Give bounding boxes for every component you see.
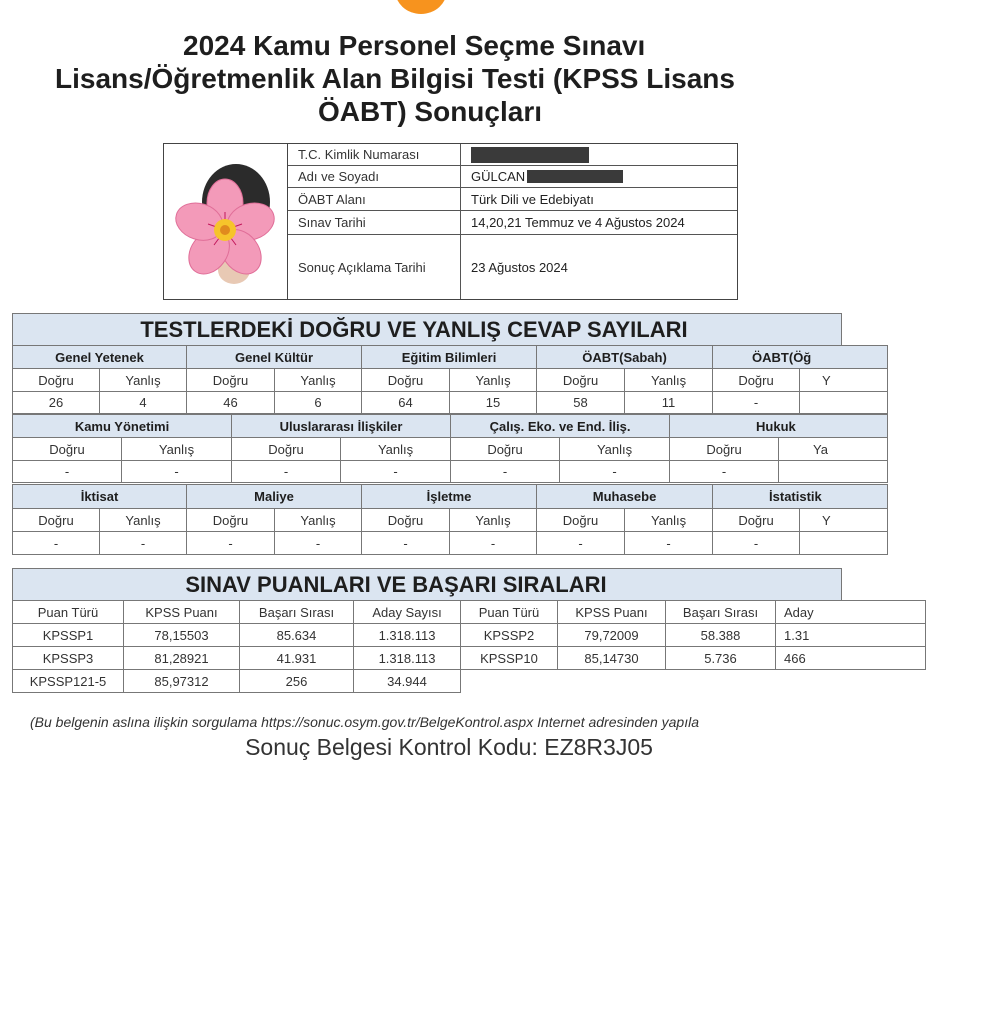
- kpss-score: 78,15503: [124, 624, 240, 647]
- wrong-header: Yanlış: [450, 509, 537, 532]
- name-label: Adı ve Soyadı: [288, 166, 461, 187]
- redacted-block: [471, 147, 589, 163]
- score-row: [13, 624, 926, 647]
- result-date-label: Sonuç Açıklama Tarihi: [288, 235, 461, 299]
- info-row-name: [288, 166, 737, 188]
- wrong-header-cut: Ya: [779, 438, 888, 461]
- test-name-maliye: Maliye: [187, 485, 362, 509]
- success-rank: 58.388: [666, 624, 776, 647]
- info-row-exam-date: [288, 211, 737, 235]
- correct-header: Doğru: [187, 369, 275, 392]
- wrong-count: -: [450, 532, 537, 555]
- wrong-count: -: [100, 532, 187, 555]
- title-line-2: Lisans/Öğretmenlik Alan Bilgisi Testi (KPSS Lisans: [55, 63, 735, 94]
- wrong-count: -: [560, 461, 670, 483]
- test-name-calisma-ekonomisi: Çalış. Eko. ve End. İliş.: [451, 415, 670, 438]
- score-type: KPSSP121-5: [13, 670, 124, 693]
- correct-count: -: [13, 461, 122, 483]
- test-name-genel-yetenek: Genel Yetenek: [13, 346, 187, 369]
- correct-count: 64: [362, 392, 450, 414]
- score-type: KPSSP3: [13, 647, 124, 670]
- candidate-count: 466: [776, 647, 926, 670]
- flower-avatar-image: [164, 144, 288, 299]
- score-type: KPSSP10: [461, 647, 558, 670]
- test-name-genel-kultur: Genel Kültür: [187, 346, 362, 369]
- correct-count: -: [362, 532, 450, 555]
- test-name-iktisat: İktisat: [13, 485, 187, 509]
- correct-header: Doğru: [232, 438, 341, 461]
- wrong-count: [779, 461, 888, 483]
- candidate-count: 1.318.113: [354, 647, 461, 670]
- success-rank: 85.634: [240, 624, 354, 647]
- correct-header: Doğru: [713, 509, 800, 532]
- success-rank: 41.931: [240, 647, 354, 670]
- wrong-count: [800, 392, 888, 414]
- kpss-score-header: KPSS Puanı: [558, 601, 666, 624]
- correct-count: 26: [13, 392, 100, 414]
- test-name-isletme: İşletme: [362, 485, 537, 509]
- wrong-header: Yanlış: [560, 438, 670, 461]
- test-name-istatistik: İstatistik: [713, 485, 888, 509]
- info-row-tc: [288, 144, 737, 166]
- wrong-count: 11: [625, 392, 713, 414]
- correct-header: Doğru: [362, 369, 450, 392]
- test-name-uluslararasi-iliskiler: Uluslararası İlişkiler: [232, 415, 451, 438]
- wrong-count: 4: [100, 392, 187, 414]
- success-rank: 5.736: [666, 647, 776, 670]
- correct-count: -: [670, 461, 779, 483]
- correct-header: Doğru: [362, 509, 450, 532]
- profile-photo: [164, 144, 288, 299]
- candidate-count: 1.318.113: [354, 624, 461, 647]
- candidate-info-box: [163, 143, 738, 300]
- info-row-result-date: [288, 235, 737, 299]
- wrong-header: Yanlış: [275, 509, 362, 532]
- success-rank: 256: [240, 670, 354, 693]
- kpss-score: 85,97312: [124, 670, 240, 693]
- wrong-header-cut: Y: [800, 369, 888, 392]
- kpss-score: 81,28921: [124, 647, 240, 670]
- result-date-value: 23 Ağustos 2024: [471, 259, 568, 275]
- scores-section-title: SINAV PUANLARI VE BAŞARI SIRALARI: [12, 568, 842, 600]
- answers-table-block-1: [12, 345, 888, 414]
- rank-header: Başarı Sırası: [666, 601, 776, 624]
- title-line-1: 2024 Kamu Personel Seçme Sınavı: [183, 30, 646, 61]
- wrong-header: Yanlış: [450, 369, 537, 392]
- test-name-egitim-bilimleri: Eğitim Bilimleri: [362, 346, 537, 369]
- scores-table-last-row: [12, 669, 461, 693]
- correct-count: 58: [537, 392, 625, 414]
- verification-note: (Bu belgenin aslına ilişkin sorgulama https://sonuc.osym.gov.tr/BelgeKontrol.aspx Internet adresinden yapıla: [30, 714, 699, 730]
- wrong-count: -: [341, 461, 451, 483]
- wrong-header: Yanlış: [341, 438, 451, 461]
- correct-count: 46: [187, 392, 275, 414]
- correct-header: Doğru: [13, 369, 100, 392]
- correct-header: Doğru: [537, 369, 625, 392]
- rank-header: Başarı Sırası: [240, 601, 354, 624]
- title-line-3: ÖABT) Sonuçları: [318, 96, 543, 127]
- test-name-hukuk: Hukuk: [670, 415, 888, 438]
- correct-count: -: [13, 532, 100, 555]
- correct-count: -: [537, 532, 625, 555]
- exam-date-value: 14,20,21 Temmuz ve 4 Ağustos 2024: [471, 215, 685, 230]
- correct-header: Doğru: [13, 438, 122, 461]
- name-value: GÜLCAN: [461, 166, 737, 187]
- wrong-header: Yanlış: [122, 438, 232, 461]
- score-type: KPSSP1: [13, 624, 124, 647]
- score-type-header: Puan Türü: [13, 601, 124, 624]
- answers-table-block-2: [12, 414, 888, 483]
- score-type-header: Puan Türü: [461, 601, 558, 624]
- candidate-count-header: Aday Sayısı: [354, 601, 461, 624]
- correct-header: Doğru: [187, 509, 275, 532]
- kpss-score: 79,72009: [558, 624, 666, 647]
- field-label: ÖABT Alanı: [288, 188, 461, 210]
- field-value: Türk Dili ve Edebiyatı: [471, 191, 594, 207]
- correct-count: -: [713, 392, 800, 414]
- test-name-oabt-sabah: ÖABT(Sabah): [537, 346, 713, 369]
- wrong-count: [800, 532, 888, 555]
- test-name-muhasebe: Muhasebe: [537, 485, 713, 509]
- correct-header: Doğru: [537, 509, 625, 532]
- candidate-count: 1.31: [776, 624, 926, 647]
- correct-header: Doğru: [13, 509, 100, 532]
- candidate-count: 34.944: [354, 670, 461, 693]
- wrong-count: -: [122, 461, 232, 483]
- info-row-field: [288, 188, 737, 211]
- correct-header: Doğru: [451, 438, 560, 461]
- scores-table: [12, 600, 926, 670]
- answers-section-title: TESTLERDEKİ DOĞRU VE YANLIŞ CEVAP SAYILARI: [12, 313, 842, 345]
- wrong-header: Yanlış: [625, 509, 713, 532]
- score-type: KPSSP2: [461, 624, 558, 647]
- wrong-count: -: [625, 532, 713, 555]
- kpss-score-header: KPSS Puanı: [124, 601, 240, 624]
- correct-count: -: [713, 532, 800, 555]
- wrong-count: 6: [275, 392, 362, 414]
- control-code: Sonuç Belgesi Kontrol Kodu: EZ8R3J05: [245, 734, 653, 760]
- redacted-block: [527, 170, 623, 183]
- wrong-header: Yanlış: [100, 369, 187, 392]
- score-row: [13, 647, 926, 670]
- wrong-header: Yanlış: [275, 369, 362, 392]
- answers-table-block-3: [12, 484, 888, 555]
- tc-label: T.C. Kimlik Numarası: [288, 144, 461, 165]
- correct-count: -: [232, 461, 341, 483]
- orange-status-dot: [395, 0, 447, 14]
- score-row: [13, 670, 461, 693]
- wrong-header: Yanlış: [625, 369, 713, 392]
- exam-date-label: Sınav Tarihi: [288, 211, 461, 234]
- correct-count: -: [187, 532, 275, 555]
- test-name-kamu-yonetimi: Kamu Yönetimi: [13, 415, 232, 438]
- correct-header: Doğru: [713, 369, 800, 392]
- wrong-header-cut: Y: [800, 509, 888, 532]
- wrong-count: 15: [450, 392, 537, 414]
- kpss-score: 85,14730: [558, 647, 666, 670]
- wrong-header: Yanlış: [100, 509, 187, 532]
- candidate-count-header: Aday: [776, 601, 926, 624]
- wrong-count: -: [275, 532, 362, 555]
- tc-value: [461, 144, 737, 165]
- test-name-oabt-ogle: ÖABT(Öğ: [713, 346, 888, 369]
- correct-header: Doğru: [670, 438, 779, 461]
- correct-count: -: [451, 461, 560, 483]
